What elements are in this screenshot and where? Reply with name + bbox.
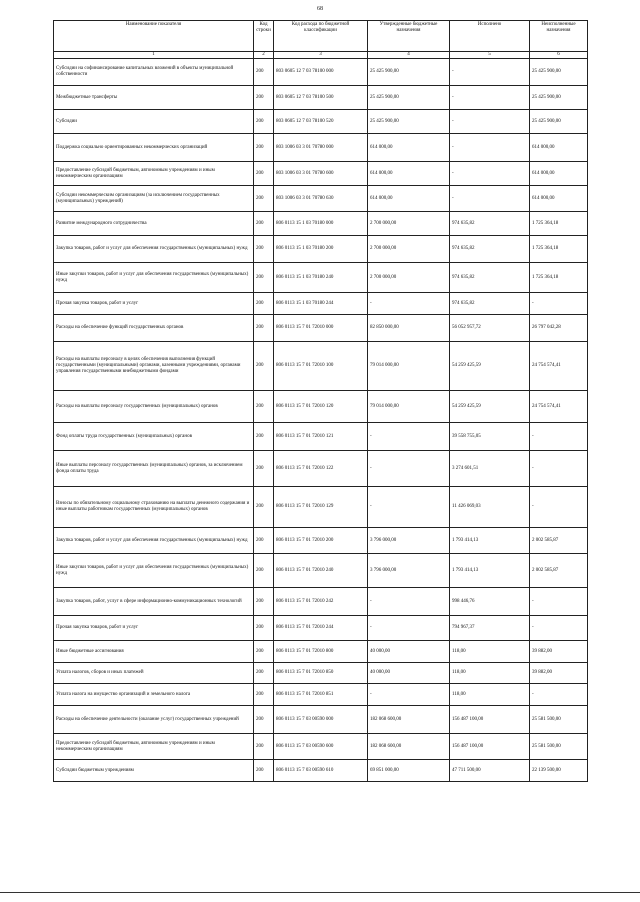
- row-approved: 182 068 600,00: [368, 706, 450, 734]
- row-unexecuted: 22 139 500,00: [530, 760, 588, 782]
- table-row: [54, 423, 588, 451]
- row-line-code: 200: [254, 110, 274, 134]
- row-executed: -: [450, 59, 530, 86]
- row-unexecuted: 39 882,00: [530, 641, 588, 663]
- table-row: [54, 342, 588, 391]
- row-budget-code: 806 0113 15 7 01 72010 850: [274, 663, 368, 684]
- table-row: [54, 59, 588, 86]
- table-row: [54, 663, 588, 684]
- row-approved: 614 000,00: [368, 162, 450, 186]
- table-row: [54, 684, 588, 706]
- row-unexecuted: 25 425 900,00: [530, 110, 588, 134]
- row-budget-code: 803 1006 03 3 01 70780 000: [274, 134, 368, 162]
- table-row: [54, 451, 588, 487]
- row-budget-code: 806 0113 15 7 01 72010 120: [274, 391, 368, 423]
- row-name: Прочая закупка товаров, работ и услуг: [54, 616, 254, 641]
- row-approved: -: [368, 423, 450, 451]
- row-name: Закупка товаров, работ и услуг для обеспечения государственных (муниципальных) нужд: [54, 528, 254, 554]
- row-line-code: 200: [254, 528, 274, 554]
- row-unexecuted: -: [530, 451, 588, 487]
- row-executed: -: [450, 110, 530, 134]
- row-approved: 2 700 000,00: [368, 263, 450, 293]
- table-row: [54, 487, 588, 528]
- row-executed: 1 793 414,13: [450, 554, 530, 588]
- row-line-code: 200: [254, 86, 274, 110]
- row-line-code: 200: [254, 236, 274, 263]
- row-name: Прочая закупка товаров, работ и услуг: [54, 293, 254, 315]
- row-approved: -: [368, 616, 450, 641]
- row-approved: 25 425 900,00: [368, 59, 450, 86]
- row-line-code: 200: [254, 706, 274, 734]
- row-budget-code: 803 1006 03 3 01 70780 600: [274, 162, 368, 186]
- table-row: [54, 263, 588, 293]
- row-line-code: 200: [254, 641, 274, 663]
- row-executed: 47 711 500,00: [450, 760, 530, 782]
- row-budget-code: 806 0113 15 7 01 72010 122: [274, 451, 368, 487]
- row-budget-code: 806 0113 15 7 01 72010 244: [274, 616, 368, 641]
- row-budget-code: 803 0605 12 7 03 78100 500: [274, 86, 368, 110]
- row-approved: -: [368, 684, 450, 706]
- row-unexecuted: 39 882,00: [530, 663, 588, 684]
- row-budget-code: 803 1006 03 3 01 70780 630: [274, 186, 368, 212]
- row-approved: 40 000,00: [368, 641, 450, 663]
- row-executed: 54 259 425,59: [450, 342, 530, 391]
- row-unexecuted: 26 797 042,28: [530, 315, 588, 342]
- row-unexecuted: -: [530, 616, 588, 641]
- row-name: Иные закупки товаров, работ и услуг для обеспечения государственных (муниципальных) нужд: [54, 554, 254, 588]
- row-budget-code: 803 0605 12 7 03 78100 000: [274, 59, 368, 86]
- table-row: [54, 588, 588, 616]
- row-line-code: 200: [254, 423, 274, 451]
- header-indicator-name: Наименование показателя: [54, 21, 254, 52]
- row-name: Иные бюджетные ассигнования: [54, 641, 254, 663]
- row-name: Поддержка социально ориентированных некоммерческих организаций: [54, 134, 254, 162]
- table-row: [54, 186, 588, 212]
- row-approved: 82 850 000,00: [368, 315, 450, 342]
- row-executed: 156 487 100,00: [450, 734, 530, 760]
- row-name: Расходы на выплаты персоналу в целях обеспечения выполнения функций государственными (муниципальными) органами, казенными учреждениями, органами управления государственными внебюджетными фондами: [54, 342, 254, 391]
- row-approved: 614 000,00: [368, 186, 450, 212]
- table-row: [54, 293, 588, 315]
- row-executed: 118,00: [450, 663, 530, 684]
- column-number: 3: [274, 52, 368, 59]
- row-executed: 794 967,37: [450, 616, 530, 641]
- row-name: Фонд оплаты труда государственных (муниципальных) органов: [54, 423, 254, 451]
- table-header-row: [54, 21, 588, 52]
- row-unexecuted: 24 754 574,41: [530, 342, 588, 391]
- row-line-code: 200: [254, 663, 274, 684]
- row-name: Уплата налога на имущество организаций и земельного налога: [54, 684, 254, 706]
- row-budget-code: 806 0113 15 1 03 70180 244: [274, 293, 368, 315]
- row-approved: 40 000,00: [368, 663, 450, 684]
- row-executed: 39 558 755,05: [450, 423, 530, 451]
- table-row: [54, 641, 588, 663]
- row-line-code: 200: [254, 162, 274, 186]
- row-approved: 182 068 600,00: [368, 734, 450, 760]
- header-approved: Утвержденные бюджетные назначения: [368, 21, 450, 52]
- row-name: Иные выплаты персоналу государственных (муниципальных) органов, за исключением фонда оплаты труда: [54, 451, 254, 487]
- row-name: Расходы на обеспечение функций государственных органов: [54, 315, 254, 342]
- row-approved: 3 796 000,00: [368, 528, 450, 554]
- row-approved: -: [368, 487, 450, 528]
- row-name: Субсидии: [54, 110, 254, 134]
- row-name: Иные закупки товаров, работ и услуг для обеспечения государственных (муниципальных) нужд: [54, 263, 254, 293]
- row-unexecuted: 2 002 585,87: [530, 554, 588, 588]
- column-number: 2: [254, 52, 274, 59]
- row-budget-code: 806 0113 15 7 01 72010 800: [274, 641, 368, 663]
- row-budget-code: 806 0113 15 1 03 70180 200: [274, 236, 368, 263]
- row-line-code: 200: [254, 451, 274, 487]
- row-unexecuted: -: [530, 684, 588, 706]
- row-name: Предоставление субсидий бюджетным, автономным учреждениям и иным некоммерческим организациям: [54, 162, 254, 186]
- row-name: Закупка товаров, работ и услуг для обеспечения государственных (муниципальных) нужд: [54, 236, 254, 263]
- row-line-code: 200: [254, 293, 274, 315]
- row-unexecuted: 25 425 900,00: [530, 86, 588, 110]
- row-unexecuted: 25 425 900,00: [530, 59, 588, 86]
- row-approved: -: [368, 588, 450, 616]
- row-budget-code: 806 0113 15 7 03 00590 610: [274, 760, 368, 782]
- row-executed: 974 635,82: [450, 212, 530, 236]
- row-executed: 156 487 100,00: [450, 706, 530, 734]
- header-executed: Исполнено: [450, 21, 530, 52]
- column-number: 5: [450, 52, 530, 59]
- row-unexecuted: -: [530, 423, 588, 451]
- row-name: Взносы по обязательному социальному страхованию на выплаты денежного содержания и иные выплаты работникам государственных (муниципальных) органов: [54, 487, 254, 528]
- row-executed: 974 635,82: [450, 263, 530, 293]
- row-budget-code: 806 0113 15 7 01 72010 129: [274, 487, 368, 528]
- row-budget-code: 806 0113 15 1 03 70180 000: [274, 212, 368, 236]
- row-budget-code: 806 0113 15 7 03 00590 600: [274, 734, 368, 760]
- row-budget-code: 803 0605 12 7 03 78100 520: [274, 110, 368, 134]
- table-row: [54, 110, 588, 134]
- row-line-code: 200: [254, 212, 274, 236]
- row-unexecuted: 1 725 364,18: [530, 212, 588, 236]
- row-line-code: 200: [254, 588, 274, 616]
- page-number: 68: [317, 6, 323, 12]
- row-executed: 998 446,76: [450, 588, 530, 616]
- table-row: [54, 734, 588, 760]
- column-number: 4: [368, 52, 450, 59]
- row-budget-code: 806 0113 15 1 03 70180 240: [274, 263, 368, 293]
- header-unexecuted: Неисполненные назначения: [530, 21, 588, 52]
- row-line-code: 200: [254, 134, 274, 162]
- row-executed: 11 426 069,03: [450, 487, 530, 528]
- row-budget-code: 806 0113 15 7 01 72010 121: [274, 423, 368, 451]
- row-name: Расходы на обеспечение деятельности (оказание услуг) государственных учреждений: [54, 706, 254, 734]
- row-executed: 1 793 414,13: [450, 528, 530, 554]
- column-number: 6: [530, 52, 588, 59]
- row-executed: -: [450, 86, 530, 110]
- row-budget-code: 806 0113 15 7 01 72010 000: [274, 315, 368, 342]
- row-approved: 3 796 000,00: [368, 554, 450, 588]
- row-unexecuted: 25 581 500,00: [530, 706, 588, 734]
- row-executed: 974 635,82: [450, 293, 530, 315]
- budget-execution-table: [53, 20, 588, 782]
- table-row: [54, 706, 588, 734]
- row-budget-code: 806 0113 15 7 01 72010 851: [274, 684, 368, 706]
- row-line-code: 200: [254, 616, 274, 641]
- row-line-code: 200: [254, 263, 274, 293]
- table-row: [54, 236, 588, 263]
- header-line-code: Код строки: [254, 21, 274, 52]
- row-name: Развитие международного сотрудничества: [54, 212, 254, 236]
- row-unexecuted: 614 000,00: [530, 186, 588, 212]
- row-name: Закупка товаров, работ, услуг в сфере информационно-коммуникационных технологий: [54, 588, 254, 616]
- row-unexecuted: -: [530, 487, 588, 528]
- table-row: [54, 212, 588, 236]
- page-bottom-rule: [0, 892, 640, 893]
- row-unexecuted: -: [530, 588, 588, 616]
- row-budget-code: 806 0113 15 7 01 72010 100: [274, 342, 368, 391]
- row-name: Расходы на выплаты персоналу государственных (муниципальных) органов: [54, 391, 254, 423]
- row-line-code: 200: [254, 760, 274, 782]
- row-line-code: 200: [254, 734, 274, 760]
- row-name: Субсидии на софинансирование капитальных вложений в объекты муниципальной собственности: [54, 59, 254, 86]
- table-row: [54, 391, 588, 423]
- row-line-code: 200: [254, 315, 274, 342]
- row-budget-code: 806 0113 15 7 01 72010 240: [274, 554, 368, 588]
- row-approved: 79 014 000,00: [368, 391, 450, 423]
- table-row: [54, 134, 588, 162]
- row-executed: 54 259 425,59: [450, 391, 530, 423]
- table-row: [54, 162, 588, 186]
- header-budget-code: Код расхода по бюджетной классификации: [274, 21, 368, 52]
- row-name: Межбюджетные трансферты: [54, 86, 254, 110]
- row-approved: 2 700 000,00: [368, 212, 450, 236]
- row-unexecuted: -: [530, 293, 588, 315]
- row-executed: 118,00: [450, 641, 530, 663]
- row-unexecuted: 1 725 364,18: [530, 236, 588, 263]
- table-row: [54, 616, 588, 641]
- row-approved: 79 014 000,00: [368, 342, 450, 391]
- row-line-code: 200: [254, 391, 274, 423]
- row-name: Субсидии некоммерческим организациям (за исключением государственных (муниципальных) учреждений): [54, 186, 254, 212]
- row-name: Субсидии бюджетным учреждениям: [54, 760, 254, 782]
- row-executed: 118,00: [450, 684, 530, 706]
- row-executed: -: [450, 134, 530, 162]
- row-unexecuted: 25 581 500,00: [530, 734, 588, 760]
- row-budget-code: 806 0113 15 7 01 72010 200: [274, 528, 368, 554]
- row-executed: 974 635,82: [450, 236, 530, 263]
- table-row: [54, 760, 588, 782]
- row-name: Уплата налогов, сборов и иных платежей: [54, 663, 254, 684]
- row-budget-code: 806 0113 15 7 01 72010 242: [274, 588, 368, 616]
- row-approved: 614 000,00: [368, 134, 450, 162]
- row-approved: -: [368, 293, 450, 315]
- row-executed: -: [450, 162, 530, 186]
- row-line-code: 200: [254, 684, 274, 706]
- row-approved: -: [368, 451, 450, 487]
- column-number: 1: [54, 52, 254, 59]
- table-row: [54, 86, 588, 110]
- row-approved: 69 851 000,00: [368, 760, 450, 782]
- row-executed: 56 052 957,72: [450, 315, 530, 342]
- table-row: [54, 528, 588, 554]
- row-unexecuted: 2 002 585,87: [530, 528, 588, 554]
- row-approved: 25 425 900,00: [368, 110, 450, 134]
- column-number-row: [54, 52, 588, 59]
- row-line-code: 200: [254, 186, 274, 212]
- row-unexecuted: 24 754 574,41: [530, 391, 588, 423]
- row-line-code: 200: [254, 342, 274, 391]
- row-executed: -: [450, 186, 530, 212]
- row-unexecuted: 614 000,00: [530, 134, 588, 162]
- row-approved: 25 425 900,00: [368, 86, 450, 110]
- table-row: [54, 554, 588, 588]
- row-budget-code: 806 0113 15 7 03 00590 000: [274, 706, 368, 734]
- table-row: [54, 315, 588, 342]
- row-name: Предоставление субсидий бюджетным, автономным учреждениям и иным некоммерческим организациям: [54, 734, 254, 760]
- row-approved: 2 700 000,00: [368, 236, 450, 263]
- row-line-code: 200: [254, 554, 274, 588]
- row-executed: 3 274 601,51: [450, 451, 530, 487]
- row-line-code: 200: [254, 59, 274, 86]
- row-unexecuted: 614 000,00: [530, 162, 588, 186]
- row-unexecuted: 1 725 364,18: [530, 263, 588, 293]
- row-line-code: 200: [254, 487, 274, 528]
